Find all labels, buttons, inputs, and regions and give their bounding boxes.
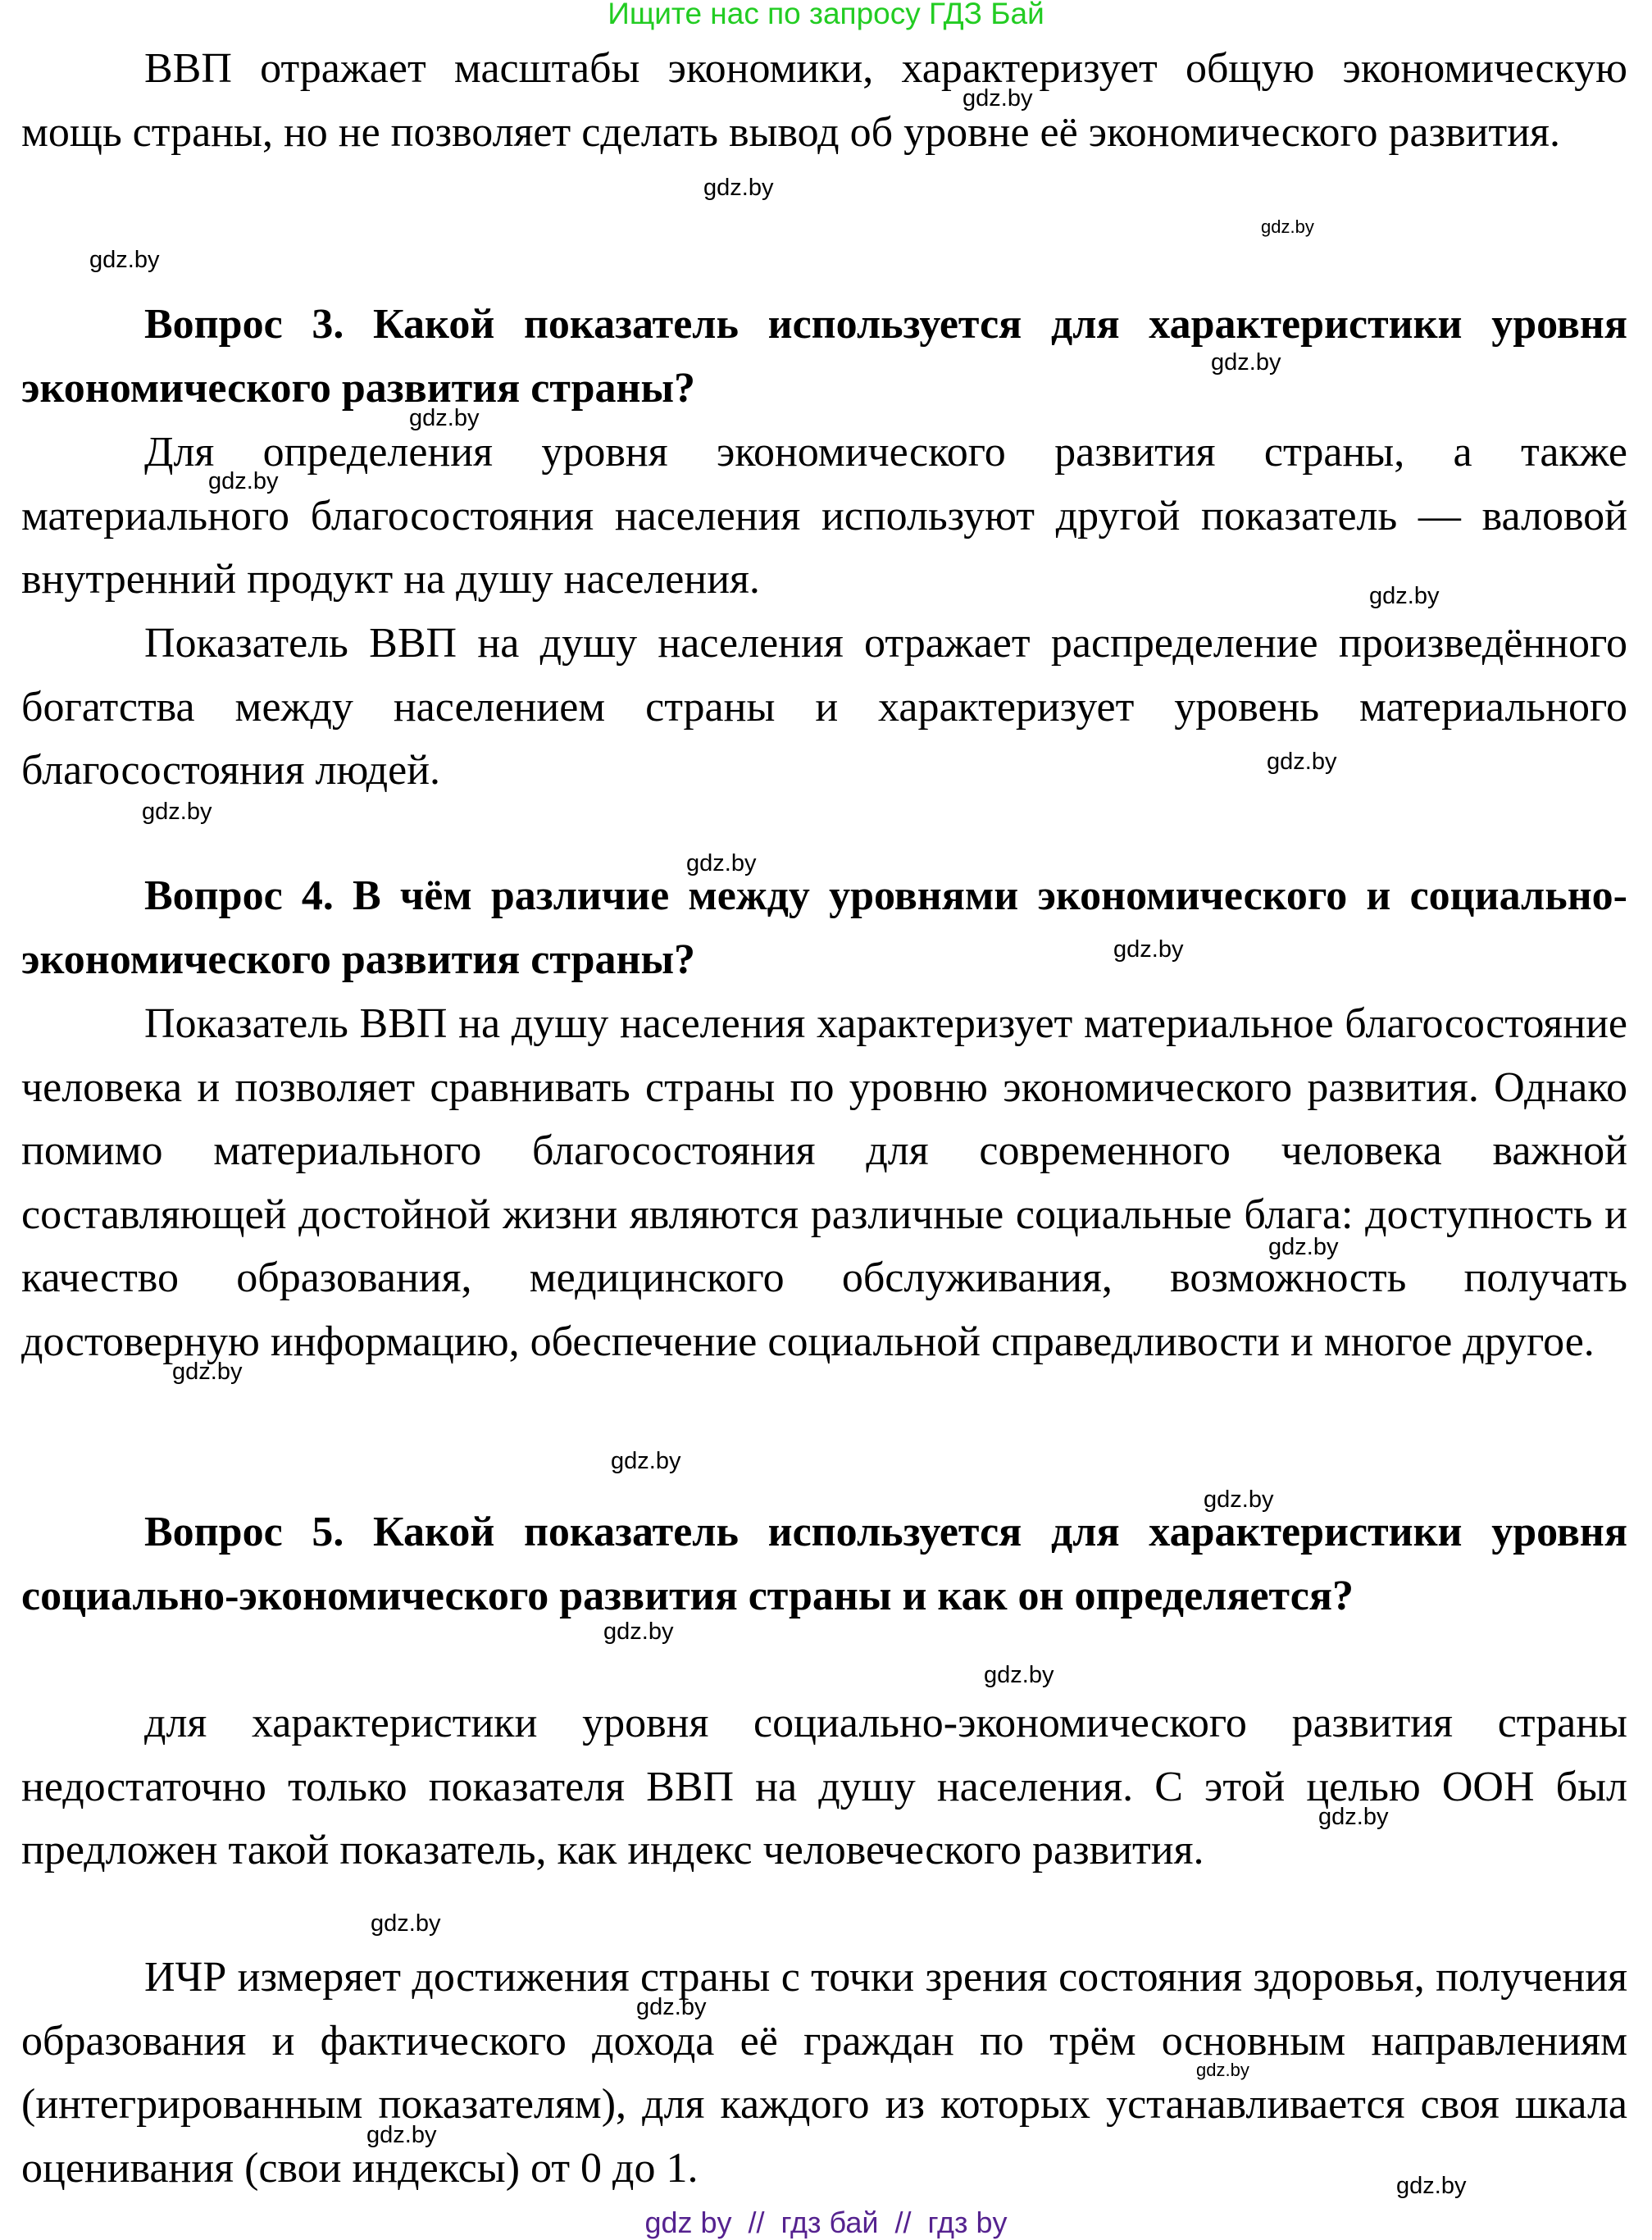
watermark: gdz.by: [1318, 1804, 1389, 1830]
watermark: gdz.by: [611, 1448, 681, 1474]
question-4-heading: Вопрос 4. В чём различие между уровнями экономического и социально-экономического развития страны?: [21, 872, 1627, 983]
watermark: gdz.by: [1211, 349, 1281, 376]
watermark: gdz.by: [1113, 936, 1184, 963]
paragraph: для характеристики уровня социально-экономического развития страны недостаточно только показателя ВВП на душу населения. С этой целью ООН был предложен такой показатель, как индекс человеческого развития.: [21, 1700, 1627, 1874]
watermark: gdz.by: [636, 1994, 707, 2020]
footer-links: gdz by // гдз бай // гдз by: [644, 2206, 1008, 2239]
watermark: gdz.by: [1261, 216, 1314, 237]
paragraph: ИЧР измеряет достижения страны с точки зрения состояния здоровья, получения образования и фактического дохода её граждан по трём основным направлениям (интегрированным показателям), для каждого из которых устанавливается своя шкала оценивания (свои индексы) от 0 до 1.: [21, 1954, 1627, 2192]
paragraph: Для определения уровня экономического развития страны, а также материального благосостояния населения используют другой показатель — валовой внутренний продукт на душу населения.: [21, 429, 1627, 603]
watermark: gdz.by: [1268, 1234, 1339, 1260]
watermark: gdz.by: [208, 468, 279, 494]
watermark: gdz.by: [703, 175, 774, 201]
watermark: gdz.by: [603, 1619, 674, 1645]
watermark: gdz.by: [1369, 583, 1440, 609]
watermark: gdz.by: [1204, 1487, 1274, 1513]
watermark: gdz.by: [984, 1662, 1054, 1688]
watermark: gdz.by: [366, 2122, 437, 2148]
question-5-heading: Вопрос 5. Какой показатель используется для характеристики уровня социально-экономического развития страны и как он определяется?: [21, 1509, 1627, 1619]
watermark: gdz.by: [686, 850, 757, 876]
watermark: gdz.by: [89, 247, 160, 273]
watermark: gdz.by: [142, 799, 212, 825]
watermark: gdz.by: [371, 1910, 441, 1937]
question-3-heading: Вопрос 3. Какой показатель используется для характеристики уровня экономического развития страны?: [21, 301, 1627, 412]
paragraph: Показатель ВВП на душу населения характеризует материальное благосостояние человека и позволяет сравнивать страны по уровню экономического развития. Однако помимо материального благосостояния для современного человека важной составляющей достойной жизни являются различные социальные блага: доступность и качество образования, медицинского обслуживания, возможность получать достоверную информацию, обеспечение социальной справедливости и многое другое.: [21, 1000, 1627, 1365]
watermark: gdz.by: [1267, 749, 1337, 775]
paragraph: Показатель ВВП на душу населения отражает распределение произведённого богатства между населением страны и характеризует уровень материального благосостояния людей.: [21, 620, 1627, 794]
watermark: gdz.by: [1196, 2060, 1249, 2080]
watermark: gdz.by: [963, 85, 1033, 112]
paragraph: ВВП отражает масштабы экономики, характеризует общую экономическую мощь страны, но не позволяет сделать вывод об уровне её экономического развития.: [21, 45, 1627, 156]
watermark: gdz.by: [1396, 2173, 1467, 2199]
watermark: gdz.by: [409, 405, 480, 431]
watermark: gdz.by: [172, 1359, 243, 1385]
search-banner: Ищите нас по запросу ГДЗ Бай: [608, 0, 1044, 30]
